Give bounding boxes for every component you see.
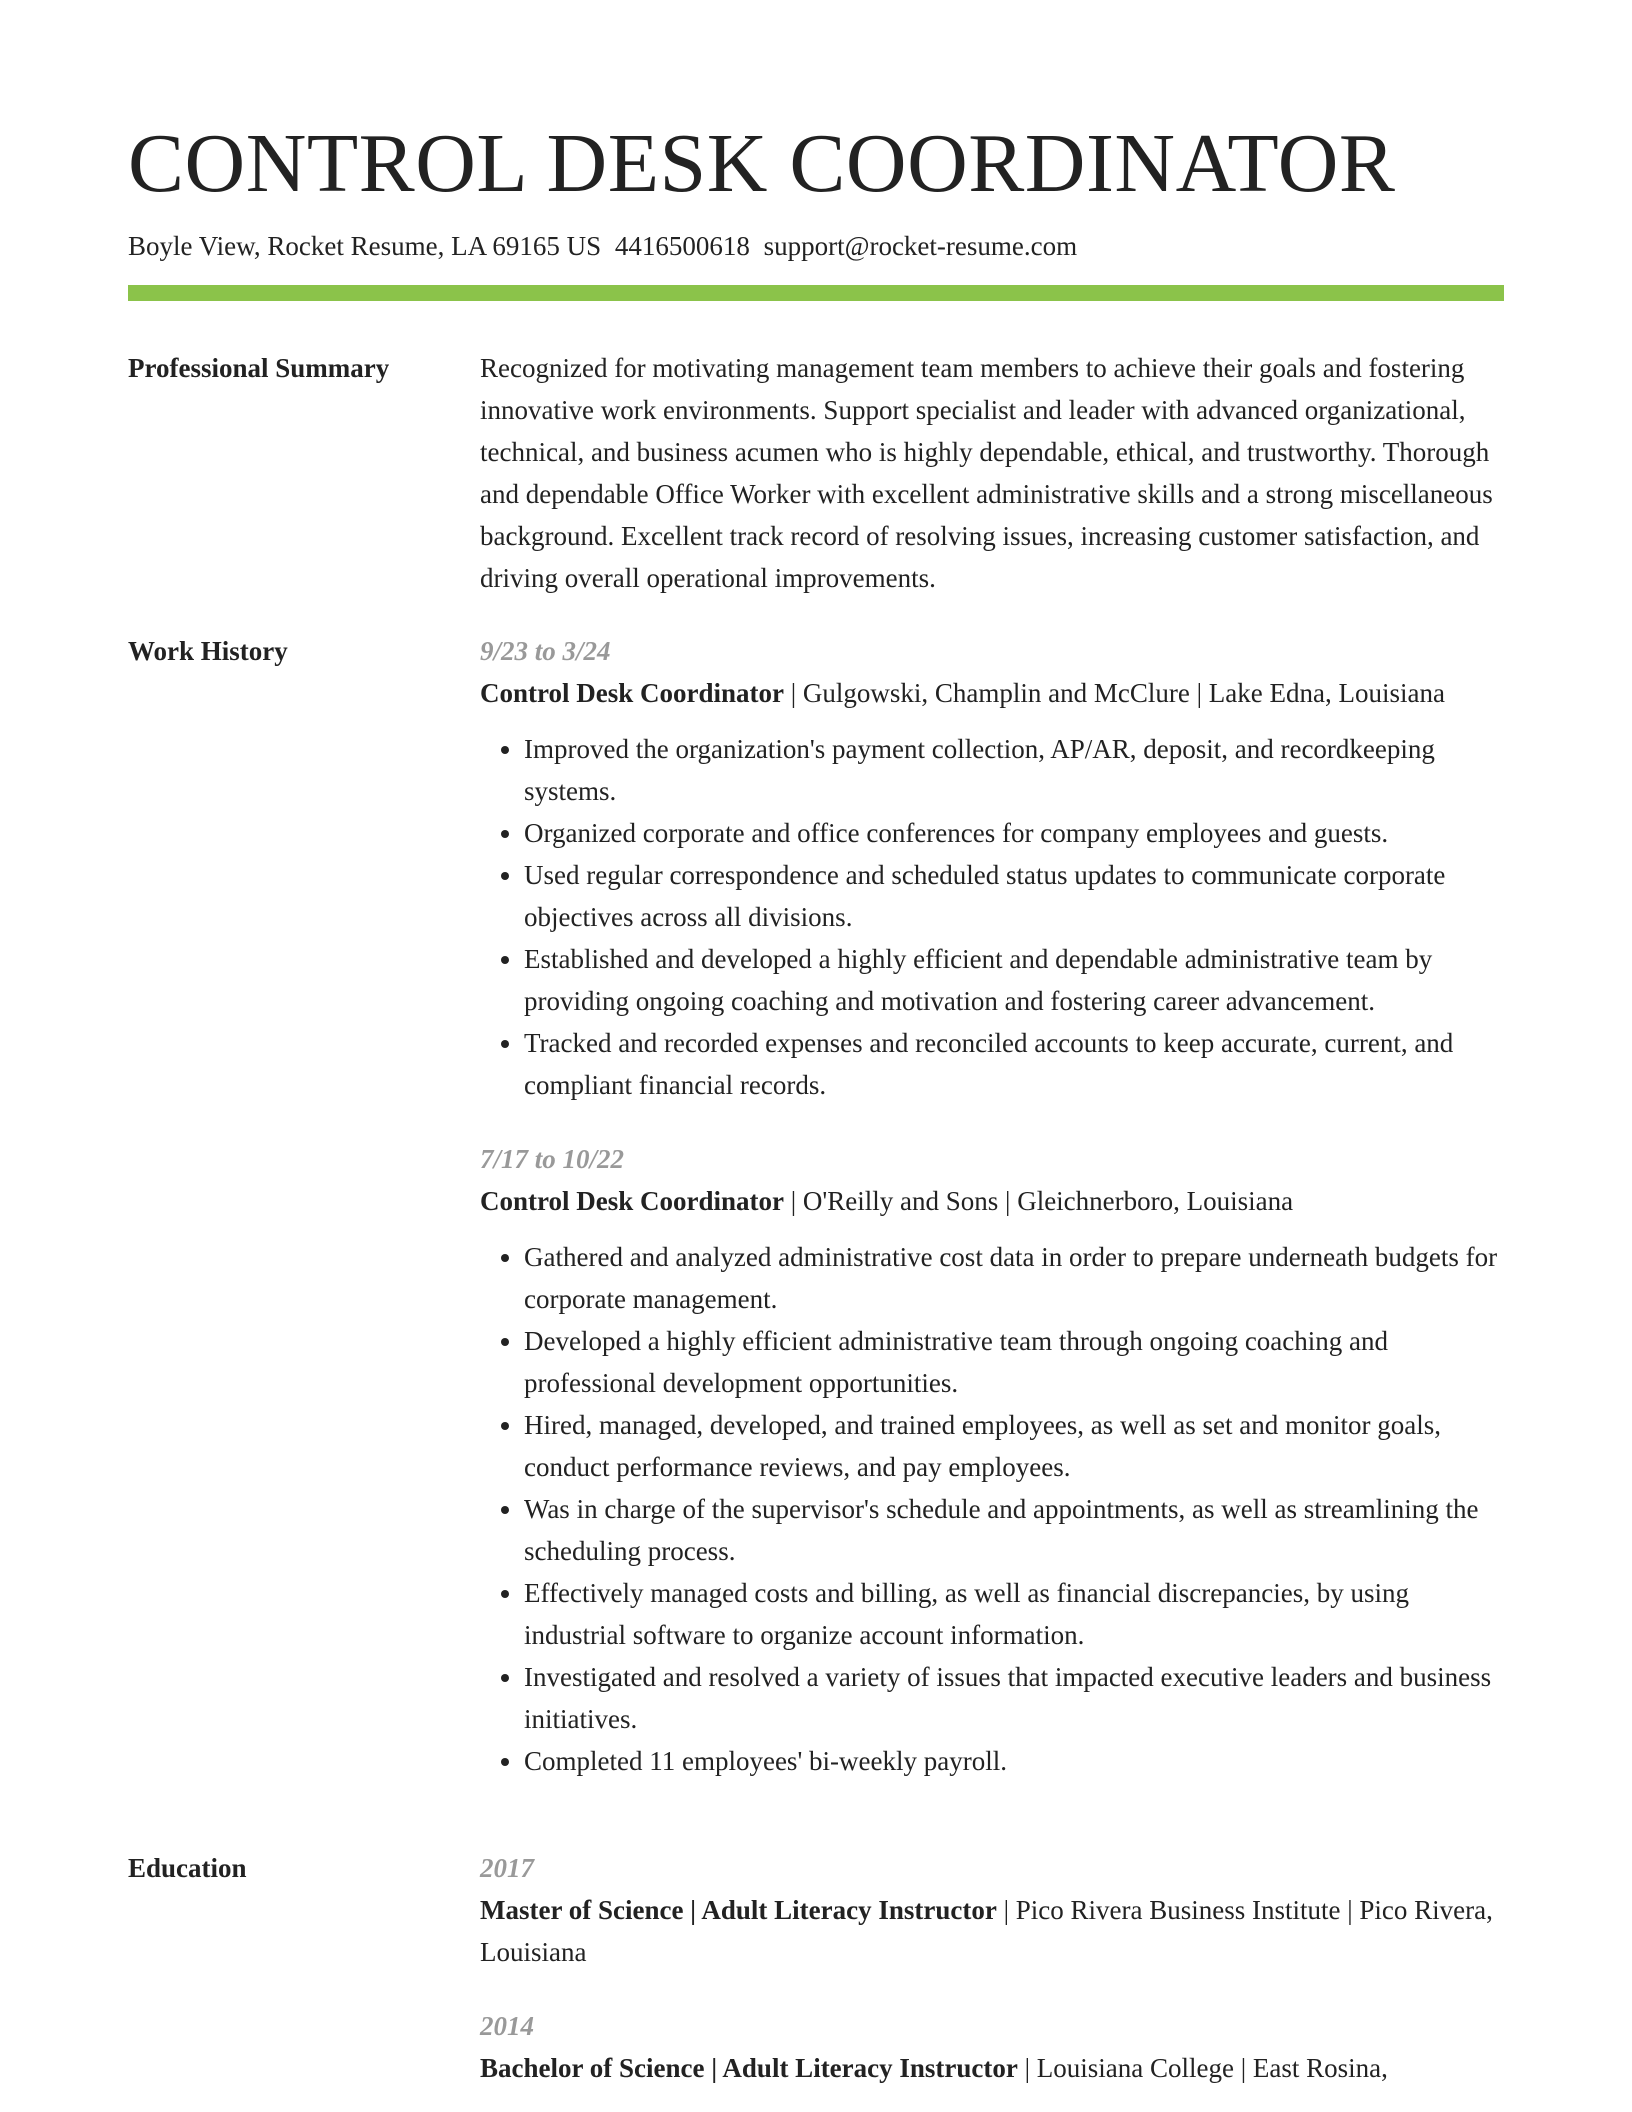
job-details: | Gulgowski, Champlin and McClure | Lake Edna, Louisiana xyxy=(784,678,1445,708)
job-bullets xyxy=(480,728,1504,1106)
education-entry xyxy=(480,2005,1504,2089)
contact-email: support@rocket-resume.com xyxy=(763,231,1078,261)
job-bullet: • Completed 11 employees' bi-weekly payroll. xyxy=(524,1740,1504,1782)
job-details: | O'Reilly and Sons | Gleichnerboro, Louisiana xyxy=(784,1186,1294,1216)
education-details: | Louisiana College | East Rosina, xyxy=(1017,2053,1388,2083)
job-bullet: • Developed a highly efficient administrative team through ongoing coaching and professional development opportunities. xyxy=(524,1320,1504,1404)
job-dates: 9/23 to 3/24 xyxy=(480,636,611,666)
education-entry xyxy=(480,1847,1504,1973)
job-bullet: • Gathered and analyzed administrative cost data in order to prepare underneath budgets for corporate management. xyxy=(524,1236,1504,1320)
education-year: 2014 xyxy=(480,2011,534,2041)
job-bullet: • Investigated and resolved a variety of issues that impacted executive leaders and business initiatives. xyxy=(524,1656,1504,1740)
job-entry xyxy=(480,630,1504,1106)
education-degree: Bachelor of Science | Adult Literacy Instructor xyxy=(480,2053,1018,2083)
job-title-line xyxy=(480,672,1504,714)
job-bullet: • Was in charge of the supervisor's schedule and appointments, as well as streamlining the scheduling process. xyxy=(524,1488,1504,1572)
job-bullet: • Effectively managed costs and billing, as well as financial discrepancies, by using industrial software to organize account information. xyxy=(524,1572,1504,1656)
job-bullet: • Hired, managed, developed, and trained employees, as well as set and monitor goals, conduct performance reviews, and pay employees. xyxy=(524,1404,1504,1488)
job-bullet: • Established and developed a highly efficient and dependable administrative team by providing ongoing coaching and motivation and fostering career advancement. xyxy=(524,938,1504,1022)
contact-line xyxy=(128,230,1077,262)
job-bullet: • Improved the organization's payment collection, AP/AR, deposit, and recordkeeping systems. xyxy=(524,728,1504,812)
education-degree: Master of Science | Adult Literacy Instructor xyxy=(480,1895,997,1925)
job-bullet: • Tracked and recorded expenses and reconciled accounts to keep accurate, current, and compliant financial records. xyxy=(524,1022,1504,1106)
education-heading: Education xyxy=(128,1853,247,1883)
job-entry xyxy=(480,1138,1504,1782)
job-title: Control Desk Coordinator xyxy=(480,678,785,708)
job-bullets xyxy=(480,1236,1504,1782)
job-dates: 7/17 to 10/22 xyxy=(480,1144,625,1174)
education-line xyxy=(480,1889,1504,1973)
work-history-heading: Work History xyxy=(128,636,288,666)
summary-text: Recognized for motivating management team members to achieve their goals and fostering innovative work environments. Support specialist and leader with advanced organizational, technical, and business acumen who is highly dependable, ethical, and trustworthy. Thorough and dependable Office Worker with excellent administrative skills and a strong miscellaneous background. Excellent track record of resolving issues, increasing customer satisfaction, and driving overall operational improvements. xyxy=(480,353,1493,593)
education-body xyxy=(480,1847,1504,2089)
summary-heading: Professional Summary xyxy=(128,353,390,383)
job-bullet: • Used regular correspondence and scheduled status updates to communicate corporate objectives across all divisions. xyxy=(524,854,1504,938)
work-history-body xyxy=(480,630,1504,1782)
job-title: Control Desk Coordinator xyxy=(480,1186,785,1216)
education-year: 2017 xyxy=(480,1853,534,1883)
education-details: | Pico Rivera Business Institute | Pico Rivera, Louisiana xyxy=(480,1895,1493,1967)
header-divider xyxy=(128,285,1504,301)
job-title-line xyxy=(480,1180,1504,1222)
resume-name: CONTROL DESK COORDINATOR xyxy=(128,117,1396,210)
contact-address: Boyle View, Rocket Resume, LA 69165 US xyxy=(128,231,602,261)
contact-phone: 4416500618 xyxy=(614,231,750,261)
education-line xyxy=(480,2047,1504,2089)
summary-body xyxy=(480,347,1504,599)
job-bullet: • Organized corporate and office conferences for company employees and guests. xyxy=(524,812,1504,854)
